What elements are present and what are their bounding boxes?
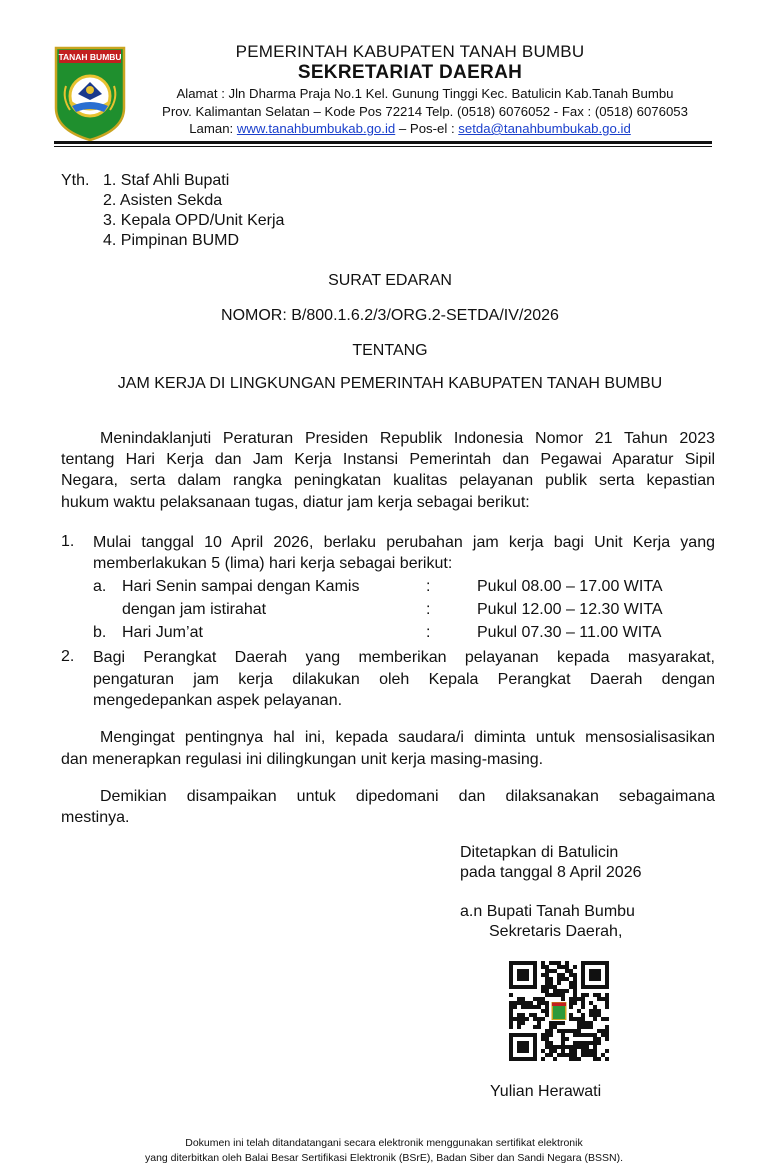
footer-line: yang diterbitkan oleh Balai Besar Sertifikasi Elektronik (BSrE), Badan Siber dan Sandi Negara (BSSN). [145,1152,623,1164]
email-link[interactable]: setda@tanahbumbukab.go.id [458,121,631,136]
signing-place: Ditetapkan di Batulicin [460,844,619,861]
point-line: memberlakukan 5 (lima) hari kerja sebagai berikut: [93,555,453,572]
document-subject: JAM KERJA DI LINGKUNGAN PEMERINTAH KABUPATEN TANAH BUMBU [117,375,663,392]
schedule-time: Pukul 08.00 – 17.00 WITA [477,578,663,595]
logo-text: TANAH BUMBU [58,52,122,62]
web-label: Laman: [189,121,237,136]
header-rule-thick [54,141,712,144]
point-line: pengaturan jam kerja dilakukan oleh Kepala Perangkat Daerah dengan [93,671,715,688]
point-line: Mulai tanggal 10 April 2026, berlaku perubahan jam kerja bagi Unit Kerja yang [93,534,715,551]
schedule-colon: : [426,624,431,641]
schedule-label: dengan jam istirahat [122,601,267,618]
letterhead [0,0,768,146]
intro-line: Menindaklanjuti Peraturan Presiden Republik Indonesia Nomor 21 Tahun 2023 [100,430,715,447]
on-behalf-of: a.n Bupati Tanah Bumbu [460,903,635,920]
government-name: PEMERINTAH KABUPATEN TANAH BUMBU [235,42,585,61]
about-label: TENTANG [352,342,428,359]
recipients-prefix: Yth. [61,172,90,189]
website-link[interactable]: www.tanahbumbukab.go.id [236,121,396,136]
body-line: Mengingat pentingnya hal ini, kepada saudara/i diminta untuk mensosialisasikan [100,729,715,746]
address-line-1: Alamat : Jln Dharma Praja No.1 Kel. Gunung Tinggi Kec. Batulicin Kab.Tanah Bumbu [176,86,674,101]
signer-position: Sekretaris Daerah, [489,923,623,940]
schedule-time: Pukul 07.30 – 11.00 WITA [477,624,662,641]
schedule-label: Hari Jum’at [122,624,203,641]
schedule-letter: a. [93,578,107,595]
email-label: – Pos-el : [395,121,459,136]
tanah-bumbu-logo [54,46,126,142]
intro-line: tentang Hari Kerja dan Jam Kerja Instansi Pemerintah dan Pegawai Aparatur Sipil [61,451,715,468]
recipient-item: 3. Kepala OPD/Unit Kerja [103,212,285,229]
qr-code-signature [509,961,609,1061]
signing-date: pada tanggal 8 April 2026 [460,864,642,881]
document-number: NOMOR: B/800.1.6.2/3/ORG.2-SETDA/IV/2026 [221,307,559,324]
recipient-item: 2. Asisten Sekda [103,192,223,209]
intro-line: Negara, serta dalam rangka peningkatan kualitas pelayanan publik serta kepastian [61,472,715,489]
recipient-item: 4. Pimpinan BUMD [103,232,240,249]
address-line-2: Prov. Kalimantan Selatan – Kode Pos 72214 Telp. (0518) 6076052 - Fax : (0518) 6076053 [162,104,688,119]
signer-name: Yulian Herawati [490,1083,602,1100]
schedule-time: Pukul 12.00 – 12.30 WITA [477,601,663,618]
point-number: 2. [61,648,75,665]
recipient-item: 1. Staf Ahli Bupati [103,172,230,189]
body-line: Demikian disampaikan untuk dipedomani dan dilaksanakan sebagaimana [100,788,715,805]
document-type: SURAT EDARAN [328,272,452,289]
office-name: SEKRETARIAT DAERAH [297,62,523,83]
header-rule-thin [54,146,712,147]
body-line: mestinya. [61,809,130,826]
schedule-label: Hari Senin sampai dengan Kamis [122,578,360,595]
schedule-letter: b. [93,624,107,641]
body-line: dan menerapkan regulasi ini dilingkungan unit kerja masing-masing. [61,751,544,768]
schedule-colon: : [426,601,431,618]
footer-line: Dokumen ini telah ditandatangani secara elektronik menggunakan sertifikat elektronik [185,1137,583,1149]
point-line: mengedepankan aspek pelayanan. [93,692,343,709]
point-line: Bagi Perangkat Daerah yang memberikan pelayanan kepada masyarakat, [93,649,715,666]
schedule-colon: : [426,578,431,595]
intro-line: hukum waktu pelaksanaan tugas, diatur jam kerja sebagai berikut: [61,494,530,511]
point-number: 1. [61,533,75,550]
contact-line [130,121,690,136]
